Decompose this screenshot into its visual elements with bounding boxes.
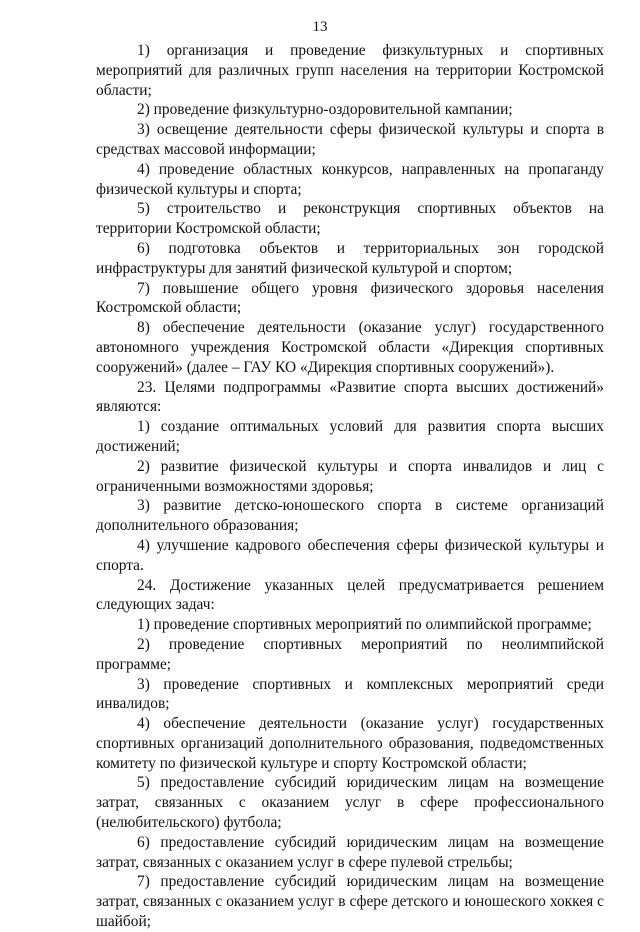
paragraph: 2) проведение физкультурно-оздоровительной кампании; xyxy=(137,101,513,119)
paragraph: 7) повышение общего уровня физического здоровья населения Костромской области; xyxy=(96,279,604,317)
paragraph: 1) организация и проведение физкультурных и спортивных мероприятий для различных групп населения на территории Костромской области; xyxy=(96,42,604,99)
paragraph: 4) улучшение кадрового обеспечения сферы физической культуры и спорта. xyxy=(96,536,604,574)
paragraph: 7) предоставление субсидий юридическим лицам на возмещение затрат, связанных с оказанием услуг в сфере детского и юношеского хоккея с шайбой; xyxy=(96,873,604,931)
paragraph: 2) проведение спортивных мероприятий по неолимпийской программе; xyxy=(96,635,604,673)
paragraph: 3) развитие детско-юношеского спорта в системе организаций дополнительного образования; xyxy=(96,497,604,535)
paragraph: 3) проведение спортивных и комплексных мероприятий среди инвалидов; xyxy=(96,675,604,713)
paragraph: 3) освещение деятельности сферы физической культуры и спорта в средствах массовой информации; xyxy=(96,121,604,158)
document-body xyxy=(96,41,604,932)
paragraph: 1) проведение спортивных мероприятий по олимпийской программе; xyxy=(137,616,592,634)
paragraph: 4) обеспечение деятельности (оказание услуг) государственных спортивных организаций дополнительного образования, подведомственных комитету по физической культуре и спорту Костромской области; xyxy=(96,715,604,772)
paragraph: 5) строительство и реконструкция спортивных объектов на территории Костромской области; xyxy=(96,200,604,238)
paragraph: 23. Целями подпрограммы «Развитие спорта высших достижений» являются: xyxy=(96,378,604,416)
page-number: 13 xyxy=(312,19,328,35)
paragraph: 1) создание оптимальных условий для развития спорта высших достижений; xyxy=(96,418,604,455)
paragraph: 8) обеспечение деятельности (оказание услуг) государственного автономного учреждения Костромской области «Дирекция спортивных сооружений» (далее – ГАУ КО «Дирекция спортивных сооружений»). xyxy=(96,319,604,376)
paragraph: 24. Достижение указанных целей предусматривается решением следующих задач: xyxy=(96,576,604,614)
paragraph: 6) подготовка объектов и территориальных зон городской инфраструктуры для занятий физической культурой и спортом; xyxy=(96,239,604,277)
paragraph: 4) проведение областных конкурсов, направленных на пропаганду физической культуры и спорта; xyxy=(96,160,604,198)
paragraph: 2) развитие физической культуры и спорта инвалидов и лиц с ограниченными возможностями здоровья; xyxy=(96,457,604,495)
paragraph: 5) предоставление субсидий юридическим лицам на возмещение затрат, связанных с оказанием услуг в сфере профессионального (нелюбительского) футбола; xyxy=(96,774,604,832)
paragraph: 6) предоставление субсидий юридическим лицам на возмещение затрат, связанных с оказанием услуг в сфере пулевой стрельбы; xyxy=(96,833,604,871)
